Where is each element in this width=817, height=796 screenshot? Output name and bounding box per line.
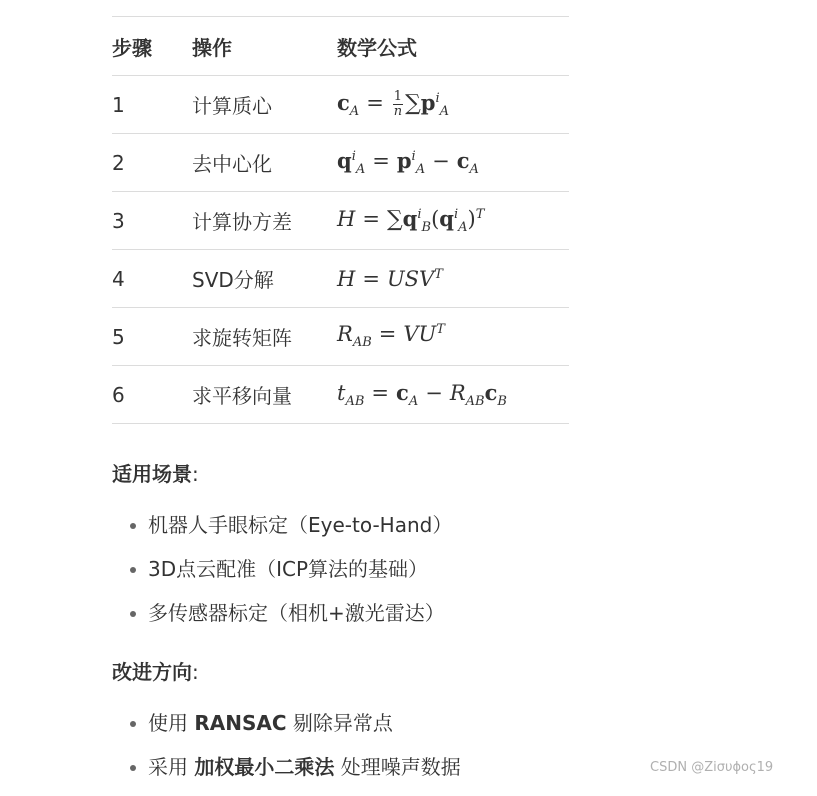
operation-cell: 求平移向量 [192,384,292,408]
table-row [112,134,569,192]
formula-cell: $q^i_A = p^i_A - c_A$ [337,147,479,178]
step-number: 6 [112,382,125,407]
improvements-heading: 改进方向: [112,660,199,684]
table-header-row [112,17,569,76]
formula-cell: $H = USV^T$ [337,266,443,291]
table-row [112,250,569,308]
table-row [112,308,569,366]
formula-cell: $R_{AB} = VU^T$ [337,322,445,351]
operation-cell: 计算质心 [192,94,272,118]
list-item: 3D点云配准（ICP算法的基础） [130,554,570,598]
csdn-watermark: CSDN @Ziσυϕος19 [650,760,774,775]
list-item: 多传感器标定（相机+激光雷达） [130,598,570,642]
formula-cell: $H = \sum q^i_B(q^i_A)^T$ [337,205,485,236]
improvements-title: 改进方向 [112,660,192,684]
list-item: 机器人手眼标定（Eye-to-Hand） [130,510,570,554]
improvements-list [130,708,570,796]
step-number: 5 [112,324,125,349]
table-row [112,76,569,134]
operation-cell: 求旋转矩阵 [192,326,292,350]
operation-cell: 计算协方差 [192,210,292,234]
list-item: 使用 RANSAC 剔除异常点 [130,708,570,752]
list-item: 采用 加权最小二乘法 处理噪声数据 [130,752,570,796]
formula-cell: $t_{AB} = c_A - R_{AB}c_B$ [337,379,507,410]
step-number: 4 [112,266,125,291]
step-number: 2 [112,150,125,175]
article-content [112,16,570,796]
operation-cell: SVD分解 [192,268,274,292]
operation-cell: 去中心化 [192,152,272,176]
scenarios-title: 适用场景 [112,462,192,486]
step-number: 3 [112,208,125,233]
header-operation: 操作 [192,35,232,60]
step-number: 1 [112,92,125,117]
scenarios-list [130,510,570,642]
algorithm-steps-table [112,16,569,424]
formula-cell: $c_A$ = $\frac{1}{n}$ $\sum p^i_A$ [337,88,450,120]
table-row [112,192,569,250]
header-step: 步骤 [112,35,152,60]
header-formula: 数学公式 [337,35,417,60]
table-row [112,366,569,424]
fraction: $\frac{1}{n}$ [393,88,403,119]
scenarios-heading: 适用场景: [112,462,199,486]
